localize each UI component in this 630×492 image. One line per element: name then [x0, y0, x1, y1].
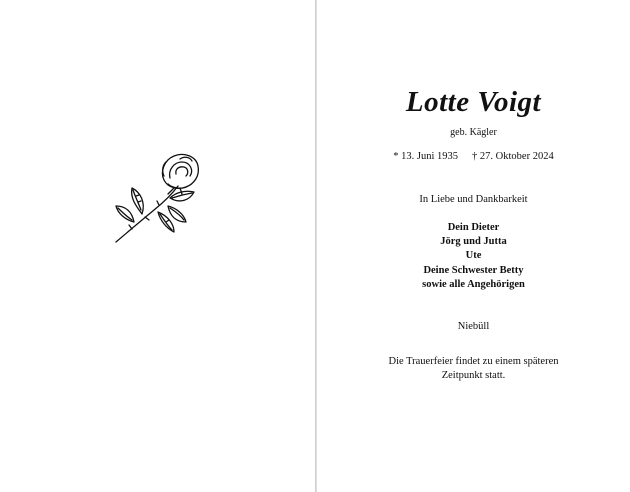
notice-line: Zeitpunkt statt. — [441, 369, 506, 381]
mourner-line: Ute — [465, 250, 482, 262]
right-page — [317, 0, 630, 492]
funeral-notice — [317, 355, 630, 382]
dedication-line: In Liebe und Dankbarkeit — [419, 194, 528, 205]
place-name: Niebüll — [457, 321, 490, 332]
birth-name: geb. Kägler — [450, 127, 497, 138]
mourners-list — [317, 221, 630, 292]
life-dates — [317, 151, 630, 162]
rose-icon — [112, 150, 204, 246]
mourner-line: sowie alle Angehörigen — [422, 278, 525, 290]
mourner-line: Deine Schwester Betty — [423, 264, 524, 276]
notice-line: Die Trauerfeier findet zu einem späteren — [388, 356, 559, 367]
mourner-line: Jörg und Jutta — [440, 236, 507, 248]
birth-date: * 13. Juni 1935 — [393, 151, 459, 162]
deceased-name: Lotte Voigt — [405, 86, 542, 118]
mourner-line: Dein Dieter — [447, 222, 500, 233]
death-date: † 27. Oktober 2024 — [472, 151, 554, 162]
